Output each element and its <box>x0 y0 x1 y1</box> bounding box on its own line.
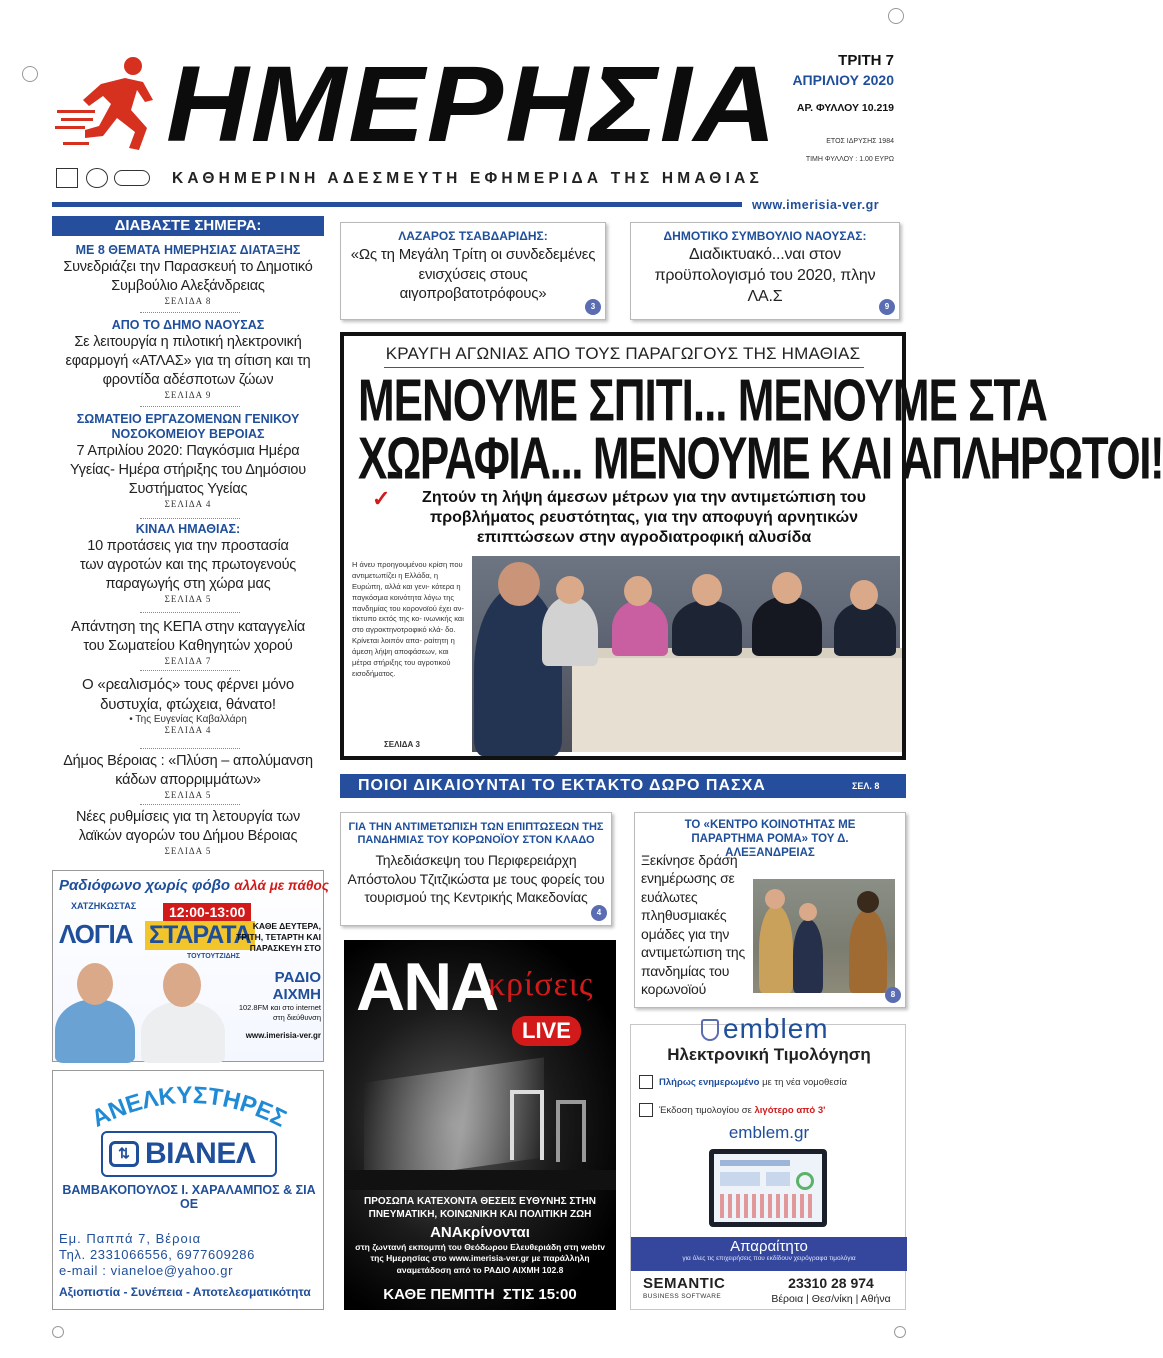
press-conference-photo <box>472 556 900 752</box>
chair-icon <box>510 1090 544 1160</box>
emblem-phone: 23310 28 974 <box>788 1275 874 1291</box>
page-badge: 3 <box>585 299 601 315</box>
story-box-tourism[interactable] <box>340 812 612 926</box>
registration-mark-icon <box>888 8 904 24</box>
radio-ad-host2: ΤΟΥΤΟΥΤΖΙΔΗΣ <box>187 953 240 960</box>
laptop-screen <box>714 1154 822 1222</box>
checkmark-icon: ✓ <box>372 486 391 511</box>
story-box-naousa[interactable] <box>630 222 900 320</box>
anakriseis-ad[interactable] <box>344 940 616 1310</box>
emblem-bar-sub: για όλες τις επιχειρήσεις που εκδίδουν χειρόγραφα τιμολόγια <box>682 1255 856 1262</box>
host-photo-head <box>163 963 201 1007</box>
story-box-roma[interactable] <box>634 812 906 1008</box>
vianel-email[interactable]: e-mail : vianeloe@yahoo.gr <box>59 1263 234 1278</box>
chair-icon <box>556 1100 586 1162</box>
emblem-brand: emblem <box>723 1013 829 1044</box>
header-rule <box>52 202 742 207</box>
vianel-brand: ΒΙΑΝΕΛ <box>145 1137 256 1170</box>
host-photo <box>55 999 135 1063</box>
registration-mark-icon <box>894 1326 906 1338</box>
ana-text3: στη ζωντανή εκπομπή του Θεόδωρου Ελευθεριάδη στη webtv της Ημερησίας στο www.imerisia-ver.gr με παράλληλη αναμετάδοση από το ΡΑΔΙΟ ΑΙΧΜΗ 102.8 <box>355 1242 605 1275</box>
divider <box>140 518 240 519</box>
emblem-url[interactable]: emblem.gr <box>728 1123 810 1142</box>
semantic-logo: SEMANTIC <box>643 1275 726 1292</box>
main-subhead: Ζητούν τη λήψη άμεσων μέτρων για την αντιμετώπιση του προβλήματος ρευστότητας, για την αποφυγή αρνητικών επιπτώσεων στην αγροδιατροφική αλυσίδα <box>422 489 866 546</box>
emblem-bar-title: Απαραίτητο <box>730 1238 808 1255</box>
main-story-kicker: ΚΡΑΥΓΗ ΑΓΩΝΙΑΣ ΑΠΟ ΤΟΥΣ ΠΑΡΑΓΩΓΟΥΣ ΤΗΣ ΗΜΑΘΙΑΣ <box>385 344 861 363</box>
story-box-text: Ξεκίνησε δράση ενημέρωσης σε ευάλωτες πληθυσμιακές ομάδες για την αντιμετώπιση της πανδημίας του κορωνοϊού <box>641 852 746 998</box>
sidebar-item[interactable] <box>52 752 324 800</box>
semantic-sub: BUSINESS SOFTWARE <box>643 1293 722 1300</box>
story-box-head: ΛΑΖΑΡΟΣ ΤΣΑΒΔΑΡΙΔΗΣ: <box>398 229 548 243</box>
sidebar-heading-text: ΔΙΑΒΑΣΤΕ ΣΗΜΕΡΑ: <box>114 217 262 234</box>
sidebar-item-text: Ο «ρεαλισμός» τους φέρνει μόνο δυστυχία, φτώχεια, θάνατο! <box>82 676 294 713</box>
ana-text1: ΠΡΟΣΩΠΑ ΚΑΤΕΧΟΝΤΑ ΘΕΣΕΙΣ ΕΥΘΥΝΗΣ ΣΤΗΝ ΠΝΕΥΜΑΤΙΚΗ, ΚΟΙΝΩΝΙΚΗ ΚΑΙ ΠΟΛΙΤΙΚΗ ΖΩΗ <box>364 1196 596 1220</box>
founded-year: ΕΤΟΣ ΙΔΡΥΣΗΣ 1984 <box>826 138 894 145</box>
vianel-arc-label: ΑΝΕΛΚΥΣΤΗΡΕΣ <box>87 1081 291 1133</box>
sidebar-item-text: Συνεδριάζει την Παρασκευή το Δημοτικό Συμβούλιο Αλεξάνδρειας <box>63 259 313 294</box>
vianel-motto: Αξιοπιστία - Συνέπεια - Αποτελεσματικότητα <box>59 1285 311 1299</box>
sidebar-heading <box>52 216 324 236</box>
date-day: ΤΡΙΤΗ 7 <box>838 52 894 69</box>
sidebar-item-text: Δήμος Βέροιας : «Πλύση – απολύμανση κάδων απορριμμάτων» <box>63 753 313 788</box>
emblem-title: Ηλεκτρονική Τιμολόγηση <box>667 1045 871 1064</box>
host-photo-head <box>77 963 113 1005</box>
radio-ad-station: ΡΑΔΙΟ ΑΙΧΜΗ <box>272 969 321 1003</box>
emblem-bar <box>631 1237 907 1271</box>
partner-logo-icon <box>114 170 150 186</box>
sidebar-item-text: Νέες ρυθμίσεις για τη λετουργία των λαϊκών αγορών του Δήμου Βέροιας <box>75 809 301 844</box>
vianel-address: Εμ. Παππά 7, Βέροια <box>59 1231 202 1246</box>
runner-logo-icon <box>55 52 165 164</box>
page-reference: ΣΕΛΙΔΑ 4 <box>164 725 212 735</box>
page-badge: 4 <box>591 905 607 921</box>
tagline: ΚΑΘΗΜΕΡΙΝΗ ΑΔΕΣΜΕΥΤΗ ΕΦΗΜΕΡΙΔΑ ΤΗΣ ΗΜΑΘΙΑΣ <box>172 170 763 187</box>
radio-ad-freq: 102.8FM και στο internet στη διεύθυνση <box>238 1003 321 1023</box>
story-box-head: ΓΙΑ ΤΗΝ ΑΝΤΙΜΕΤΩΠΙΣΗ ΤΩΝ ΕΠΙΠΤΩΣΕΩΝ ΤΗΣ ΠΑΝΔΗΜΙΑΣ ΤΟΥ ΚΟΡΩΝΟΪΟΥ ΣΤΟΝ ΚΛΑΔΟ <box>348 821 604 847</box>
article-author: • Της Ευγενίας Καβαλλάρη <box>129 714 247 725</box>
divider <box>140 312 240 313</box>
radio-ad-days: ΚΑΘΕ ΔΕΥΤΕΡΑ, ΤΡΙΤΗ, ΤΕΤΑΡΤΗ ΚΑΙ ΠΑΡΑΣΚΕΥΗ ΣΤΟ <box>236 921 321 954</box>
sidebar-item-text: 10 προτάσεις για την προστασία των αγροτών και της πρωτογενούς παραγωγής στη χώρα μας <box>79 538 297 592</box>
radio-ad-url[interactable]: www.imerisia-ver.gr <box>245 1031 321 1040</box>
sidebar-item[interactable] <box>52 675 324 735</box>
story-box-text: Τηλεδιάσκεψη του Περιφερειάρχη Απόστολου Τζιτζικώστα με τους φορείς του τουρισμού της Κεντρικής Μακεδονίας <box>347 852 605 905</box>
sidebar-item-text: Σε λειτουργία η πιλοτική ηλεκτρονική εφαρμογή «ΑΤΛΑΣ» για τη σίτιση και τη φροντίδα αδέσποτων ζώων <box>65 334 311 388</box>
website-link[interactable]: www.imerisia-ver.gr <box>752 198 880 212</box>
sidebar-item[interactable] <box>52 618 324 666</box>
sidebar-item[interactable] <box>52 412 324 509</box>
live-badge: LIVE <box>512 1016 581 1046</box>
sidebar-item[interactable] <box>52 243 324 306</box>
page-reference: ΣΕΛΙΔΑ 7 <box>164 655 212 666</box>
radio-ad-time: 12:00-13:00 <box>163 903 251 921</box>
radio-ad-tagline-red: αλλά με πάθος <box>234 878 329 893</box>
banner-text: ΠΟΙΟΙ ΔΙΚΑΙΟΥΝΤΑΙ ΤΟ ΕΚΤΑΚΤΟ ΔΩΡΟ ΠΑΣΧΑ <box>358 777 766 794</box>
divider <box>140 748 240 749</box>
main-headline-line-2: ΧΩΡΑΦΙΑ... ΜΕΝΟΥΜΕ ΚΑΙ ΑΠΛΗΡΩΤΟΙ! <box>358 425 1163 493</box>
radio-ad-show-a: ΛΟΓΙΑ <box>59 919 133 949</box>
elevator-icon: ⇅ <box>109 1141 139 1167</box>
easter-bonus-banner[interactable] <box>340 774 906 798</box>
sidebar-item-head: ΜΕ 8 ΘΕΜΑΤΑ ΗΜΕΡΗΣΙΑΣ ΔΙΑΤΑΞΗΣ <box>75 243 301 257</box>
ana-title: ΑΝΑ <box>356 949 498 1025</box>
emblem-check2 <box>659 1105 825 1116</box>
page-reference: ΣΕΛΙΔΑ 9 <box>164 389 212 400</box>
radio-ad-tagline: Ραδιόφωνο χωρίς φόβο <box>59 877 231 894</box>
emblem-check1-rest: με τη νέα νομοθεσία <box>762 1077 847 1088</box>
sidebar-item-text: Απάντηση της ΚΕΠΑ στην καταγγελία του Σωματείου Καθηγητών χορού <box>70 619 306 654</box>
emblem-shield-icon <box>701 1019 719 1041</box>
host-photo <box>141 1001 225 1063</box>
sidebar-item-head: ΑΠΟ ΤΟ ΔΗΜΟ ΝΑΟΥΣΑΣ <box>111 318 265 332</box>
emblem-check1-strong: Πλήρως ενημερωμένο <box>659 1077 760 1088</box>
main-headline-line-1: ΜΕΝΟΥΜΕ ΣΠΙΤΙ... ΜΕΝΟΥΜΕ ΣΤΑ <box>358 367 1047 435</box>
emblem-cities: Βέροια | Θεσ/νίκη | Αθήνα <box>771 1293 891 1305</box>
vianel-phone: Τηλ. 2331066556, 6977609286 <box>59 1247 255 1262</box>
checkbox-icon <box>639 1075 653 1089</box>
ana-when: ΚΑΘΕ ΠΕΜΠΤΗ ΣΤΙΣ 15:00 <box>383 1286 577 1303</box>
main-story-body: Η άνευ προηγουμένου κρίση που αντιμετωπίζει η Ελλάδα, η Ευρώπη, αλλά και γενι- κότερα η παγκόσμια κοινότητα λόγω της πανδημίας του κορονοϊού έχει αν- τίκτυπο εκτός της κο- ινωνικής και στο αγροκτηνοτροφικό κλά- δο. Κρίνεται λοιπόν απα- ραίτητη η άμεση λήψη αποφάσεων, και μέτρα στήριξης του αγροτικού εισοδήματος. <box>352 560 464 678</box>
divider <box>140 612 240 613</box>
page-reference: ΣΕΛΙΔΑ 8 <box>164 295 212 306</box>
vianel-company: ΒΑΜΒΑΚΟΠΟΥΛΟΣ Ι. ΧΑΡΑΛΑΜΠΟΣ & ΣΙΑ ΟΕ <box>62 1183 316 1211</box>
story-box-head: ΔΗΜΟΤΙΚΟ ΣΥΜΒΟΥΛΙΟ ΝΑΟΥΣΑΣ: <box>663 229 867 243</box>
registration-mark-icon <box>22 66 38 82</box>
divider <box>140 804 240 805</box>
checkbox-icon <box>639 1103 653 1117</box>
emblem-check1 <box>659 1077 847 1088</box>
vianel-ad[interactable] <box>52 1070 324 1310</box>
outreach-photo <box>753 879 895 993</box>
page-reference: ΣΕΛΙΔΑ 5 <box>164 593 212 604</box>
story-box-tsavdaridis[interactable] <box>340 222 606 320</box>
vianel-brand-box <box>101 1131 277 1177</box>
divider <box>140 670 240 671</box>
emblem-ad[interactable] <box>630 1013 906 1310</box>
page-reference: ΣΕΛΙΔΑ 3 <box>384 740 420 749</box>
issue-number: ΑΡ. ΦΥΛΛΟΥ 10.219 <box>796 102 894 114</box>
partner-logo-icon <box>86 168 108 188</box>
floor-shadow <box>344 1170 616 1190</box>
page-reference: ΣΕΛΙΔΑ 4 <box>164 498 212 509</box>
page-reference: ΣΕΛΙΔΑ 5 <box>164 845 212 856</box>
page-reference: ΣΕΛΙΔΑ 5 <box>164 789 212 800</box>
sidebar-item[interactable] <box>52 318 324 400</box>
ana-kriseis: κρίσεις <box>488 966 594 1003</box>
sidebar-item-head: ΚΙΝΑΛ ΗΜΑΘΙΑΣ: <box>135 522 241 536</box>
banner-page: ΣΕΛ. 8 <box>852 781 880 791</box>
story-box-text: «Ως τη Μεγάλη Τρίτη οι συνδεδεμένες ενισχύσεις στους αιγοπροβατοτρόφους» <box>350 246 596 303</box>
emblem-check2-strong: λιγότερο από 3' <box>754 1105 826 1116</box>
story-box-text: Διαδικτυακό...ναι στον προϋπολογισμό του 2020, πλην ΛΑ.Σ <box>654 246 876 305</box>
sidebar-item[interactable] <box>52 808 324 856</box>
radio-show-ad[interactable] <box>52 870 329 1062</box>
main-story[interactable] <box>340 332 1163 760</box>
page-badge: 9 <box>879 299 895 315</box>
date-month: ΑΠΡΙΛΙΟΥ 2020 <box>792 72 894 88</box>
radio-ad-host: ΧΑΤΖΗΚΩΣΤΑΣ <box>71 901 137 911</box>
issue-price: ΤΙΜΗ ΦΥΛΛΟΥ : 1.00 ΕΥΡΩ <box>805 156 894 163</box>
sidebar-item-text: 7 Απριλίου 2020: Παγκόσμια Ημέρα Υγείας- Ημέρα στήριξης του Δημόσιου Συστήματος Υγείας <box>70 443 306 497</box>
radio-ad-line1 <box>59 877 329 894</box>
radio-ad-show-b: ΣΤΑΡΑΤΑ <box>145 921 255 950</box>
laptop-icon <box>709 1149 827 1227</box>
story-box-head: ΤΟ «ΚΕΝΤΡΟ ΚΟΙΝΟΤΗΤΑΣ ΜΕ ΠΑΡΑΡΤΗΜΑ ΡΟΜΑ» ΤΟΥ Δ. ΑΛΕΞΑΝΔΡΕΙΑΣ <box>684 819 856 859</box>
page-badge: 8 <box>885 987 901 1003</box>
svg-text:ΑΝΕΛΚΥΣΤΗΡΕΣ <box>87 1082 290 1133</box>
partner-logo-icon <box>56 168 78 188</box>
ana-text2: ΑΝΑκρίνονται <box>430 1224 530 1241</box>
emblem-check2-rest: Έκδοση τιμολογίου σε <box>659 1105 752 1116</box>
registration-mark-icon <box>52 1326 64 1338</box>
sidebar-item-head: ΣΩΜΑΤΕΙΟ ΕΡΓΑΖΟΜΕΝΩΝ ΓΕΝΙΚΟΥ ΝΟΣΟΚΟΜΕΙΟΥ ΒΕΡΟΙΑΣ <box>76 412 300 441</box>
divider <box>140 406 240 407</box>
newspaper-title: ΗΜΕΡΗΣΙΑ <box>166 43 779 164</box>
sidebar-item[interactable] <box>52 522 324 604</box>
